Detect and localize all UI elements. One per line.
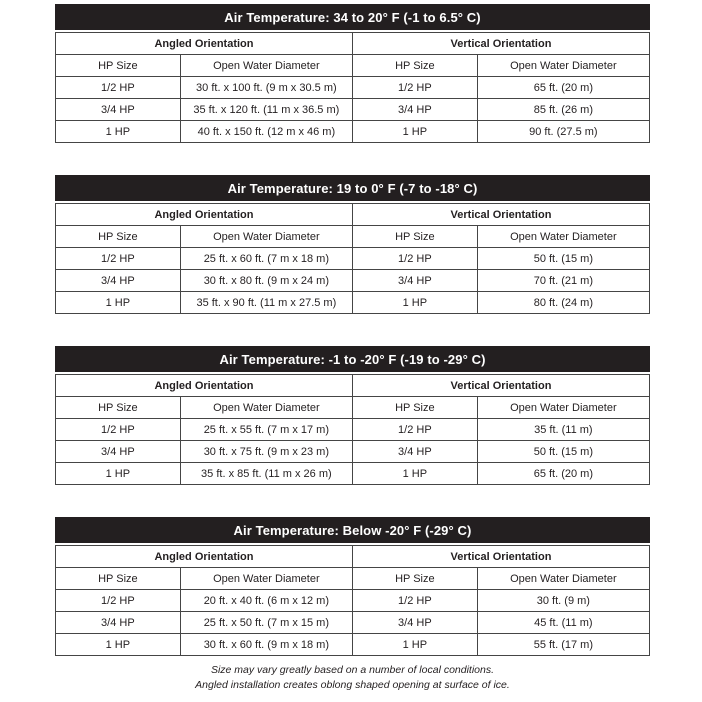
- hp-size-header: HP Size: [352, 55, 477, 77]
- vertical-orientation-header: Vertical Orientation: [352, 33, 649, 55]
- footnote-line-2: Angled installation creates oblong shaped opening at surface of ice.: [195, 679, 510, 691]
- air-temp-table-1: [55, 4, 650, 143]
- table-title-bar: [55, 346, 650, 372]
- angled-orientation-header: Angled Orientation: [56, 375, 353, 397]
- hp-size-header: HP Size: [352, 397, 477, 419]
- table-row: [56, 590, 650, 612]
- orientation-header-row: [56, 375, 650, 397]
- spec-table: [55, 203, 650, 314]
- open-water-diameter-cell: 35 ft. x 120 ft. (11 m x 36.5 m): [180, 99, 352, 121]
- table-title-bar: [55, 517, 650, 543]
- open-water-diameter-header: Open Water Diameter: [477, 568, 649, 590]
- open-water-diameter-cell: 30 ft. x 80 ft. (9 m x 24 m): [180, 270, 352, 292]
- hp-size-cell: 1 HP: [352, 292, 477, 314]
- table-row: [56, 121, 650, 143]
- open-water-diameter-header: Open Water Diameter: [180, 568, 352, 590]
- open-water-diameter-cell: 90 ft. (27.5 m): [477, 121, 649, 143]
- open-water-diameter-header: Open Water Diameter: [180, 55, 352, 77]
- open-water-diameter-header: Open Water Diameter: [477, 397, 649, 419]
- table-title-bar: [55, 175, 650, 201]
- hp-size-cell: 1/2 HP: [352, 419, 477, 441]
- orientation-header-row: [56, 33, 650, 55]
- spec-table: [55, 545, 650, 656]
- hp-size-header: HP Size: [56, 397, 181, 419]
- hp-size-cell: 1/2 HP: [352, 77, 477, 99]
- table-row: [56, 99, 650, 121]
- hp-size-cell: 3/4 HP: [56, 441, 181, 463]
- open-water-diameter-cell: 80 ft. (24 m): [477, 292, 649, 314]
- table-title: Air Temperature: 34 to 20° F (-1 to 6.5° C): [224, 9, 481, 25]
- table-row: [56, 419, 650, 441]
- hp-size-cell: 1 HP: [56, 634, 181, 656]
- open-water-diameter-cell: 40 ft. x 150 ft. (12 m x 46 m): [180, 121, 352, 143]
- hp-size-cell: 3/4 HP: [352, 612, 477, 634]
- open-water-diameter-cell: 85 ft. (26 m): [477, 99, 649, 121]
- spec-table: [55, 374, 650, 485]
- angled-orientation-header: Angled Orientation: [56, 204, 353, 226]
- open-water-diameter-cell: 65 ft. (20 m): [477, 77, 649, 99]
- vertical-orientation-header: Vertical Orientation: [352, 546, 649, 568]
- column-header-row: [56, 568, 650, 590]
- angled-orientation-header: Angled Orientation: [56, 33, 353, 55]
- open-water-diameter-cell: 55 ft. (17 m): [477, 634, 649, 656]
- table-title: Air Temperature: Below -20° F (-29° C): [233, 522, 472, 538]
- hp-size-cell: 3/4 HP: [352, 99, 477, 121]
- open-water-diameter-cell: 70 ft. (21 m): [477, 270, 649, 292]
- open-water-diameter-cell: 65 ft. (20 m): [477, 463, 649, 485]
- hp-size-cell: 1/2 HP: [56, 590, 181, 612]
- open-water-diameter-cell: 30 ft. x 100 ft. (9 m x 30.5 m): [180, 77, 352, 99]
- orientation-header-row: [56, 204, 650, 226]
- footnote-line-1: Size may vary greatly based on a number of local conditions.: [210, 664, 495, 676]
- hp-size-header: HP Size: [352, 226, 477, 248]
- hp-size-cell: 3/4 HP: [56, 612, 181, 634]
- air-temp-table-4: [55, 517, 650, 656]
- column-header-row: [56, 55, 650, 77]
- hp-size-cell: 1/2 HP: [56, 77, 181, 99]
- table-row: [56, 634, 650, 656]
- table-title-bar: [55, 4, 650, 30]
- table-title: Air Temperature: 19 to 0° F (-7 to -18° C): [227, 180, 478, 196]
- air-temp-table-3: [55, 346, 650, 485]
- open-water-diameter-cell: 50 ft. (15 m): [477, 441, 649, 463]
- open-water-diameter-cell: 25 ft. x 50 ft. (7 m x 15 m): [180, 612, 352, 634]
- hp-size-cell: 1/2 HP: [56, 248, 181, 270]
- table-row: [56, 441, 650, 463]
- table-row: [56, 292, 650, 314]
- open-water-diameter-cell: 25 ft. x 60 ft. (7 m x 18 m): [180, 248, 352, 270]
- air-temp-table-2: [55, 175, 650, 314]
- vertical-orientation-header: Vertical Orientation: [352, 375, 649, 397]
- hp-size-header: HP Size: [56, 568, 181, 590]
- table-row: [56, 612, 650, 634]
- hp-size-cell: 1/2 HP: [352, 248, 477, 270]
- hp-size-cell: 1 HP: [56, 292, 181, 314]
- hp-size-cell: 1 HP: [352, 634, 477, 656]
- hp-size-cell: 1 HP: [56, 463, 181, 485]
- table-row: [56, 77, 650, 99]
- hp-size-cell: 1 HP: [352, 463, 477, 485]
- open-water-diameter-cell: 35 ft. x 90 ft. (11 m x 27.5 m): [180, 292, 352, 314]
- open-water-diameter-cell: 30 ft. (9 m): [477, 590, 649, 612]
- open-water-diameter-cell: 50 ft. (15 m): [477, 248, 649, 270]
- hp-size-header: HP Size: [56, 55, 181, 77]
- column-header-row: [56, 397, 650, 419]
- hp-size-cell: 1/2 HP: [56, 419, 181, 441]
- open-water-diameter-cell: 45 ft. (11 m): [477, 612, 649, 634]
- hp-size-cell: 1/2 HP: [352, 590, 477, 612]
- open-water-diameter-header: Open Water Diameter: [180, 397, 352, 419]
- open-water-diameter-cell: 35 ft. (11 m): [477, 419, 649, 441]
- open-water-diameter-cell: 30 ft. x 75 ft. (9 m x 23 m): [180, 441, 352, 463]
- hp-size-cell: 1 HP: [56, 121, 181, 143]
- orientation-header-row: [56, 546, 650, 568]
- angled-orientation-header: Angled Orientation: [56, 546, 353, 568]
- open-water-diameter-cell: 35 ft. x 85 ft. (11 m x 26 m): [180, 463, 352, 485]
- open-water-diameter-cell: 25 ft. x 55 ft. (7 m x 17 m): [180, 419, 352, 441]
- table-row: [56, 270, 650, 292]
- open-water-diameter-header: Open Water Diameter: [477, 226, 649, 248]
- hp-size-cell: 3/4 HP: [56, 99, 181, 121]
- table-title: Air Temperature: -1 to -20° F (-19 to -29° C): [219, 351, 486, 367]
- column-header-row: [56, 226, 650, 248]
- spec-table: [55, 32, 650, 143]
- open-water-diameter-cell: 30 ft. x 60 ft. (9 m x 18 m): [180, 634, 352, 656]
- open-water-diameter-cell: 20 ft. x 40 ft. (6 m x 12 m): [180, 590, 352, 612]
- hp-size-header: HP Size: [56, 226, 181, 248]
- hp-size-cell: 1 HP: [352, 121, 477, 143]
- vertical-orientation-header: Vertical Orientation: [352, 204, 649, 226]
- table-row: [56, 248, 650, 270]
- open-water-diameter-header: Open Water Diameter: [180, 226, 352, 248]
- hp-size-header: HP Size: [352, 568, 477, 590]
- footnotes: [55, 663, 650, 693]
- hp-size-cell: 3/4 HP: [352, 441, 477, 463]
- table-row: [56, 463, 650, 485]
- open-water-diameter-header: Open Water Diameter: [477, 55, 649, 77]
- hp-size-cell: 3/4 HP: [56, 270, 181, 292]
- hp-size-cell: 3/4 HP: [352, 270, 477, 292]
